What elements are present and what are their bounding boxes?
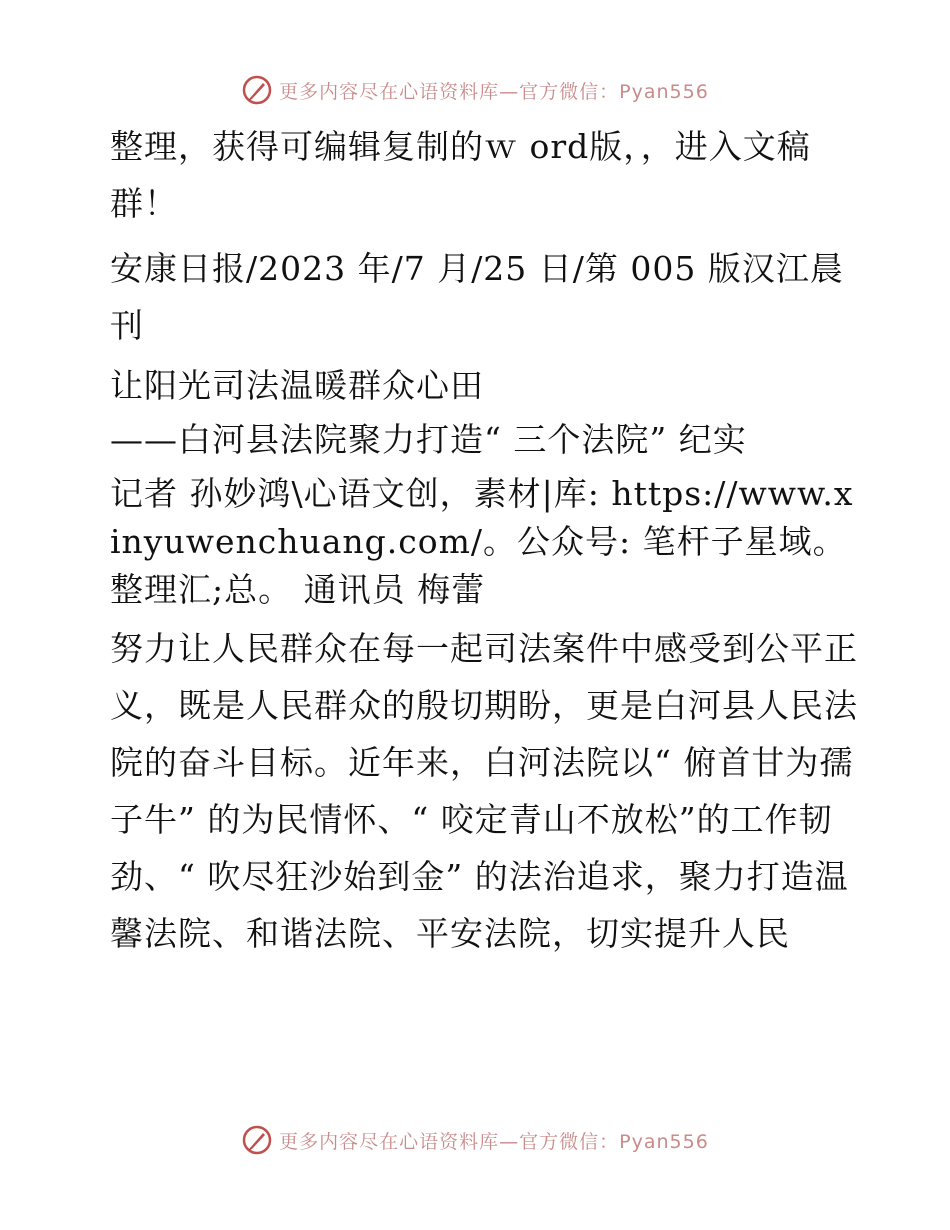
article-subtitle: ——白河县法院聚力打造“ 三个法院” 纪实 bbox=[110, 420, 747, 459]
article-title: 让阳光司法温暖群众心田 bbox=[110, 366, 484, 405]
source-line: 安康日报/2023 年/7 月/25 日/第 005 版汉江晨刊 bbox=[110, 249, 844, 345]
header-banner bbox=[0, 70, 950, 110]
footer-banner bbox=[0, 1120, 950, 1160]
document-body bbox=[98, 118, 858, 970]
quill-circle-icon bbox=[241, 1124, 273, 1156]
footer-banner-text: 更多内容尽在心语资料库—官方微信：Pyan556 bbox=[279, 1130, 709, 1153]
body-paragraph: 努力让人民群众在每一起司法案件中感受到公平正义，既是人民群众的殷切期盼，更是白河县人民法院的奋斗目标。近年来，白河法院以“ 俯首甘为孺子牛” 的为民情怀、“ 咬定青山不放松”的工作韧劲、“ 吹尽狂沙始到金” 的法治追求，聚力打造温馨法院、和谐法院、平安法院，切实提升人民 bbox=[110, 629, 858, 953]
intro-paragraph: 整理，获得可编辑复制的ｗ ord版，，进入文稿群！ bbox=[110, 127, 811, 223]
quill-circle-icon bbox=[241, 74, 273, 106]
byline: 记者 孙妙鸿\心语文创，素材|库: https://www.xinyuwenchuang.com/。公众号: 笔杆子星域。整理汇;总。 通讯员 梅蕾 bbox=[110, 474, 854, 609]
header-banner-text: 更多内容尽在心语资料库—官方微信：Pyan556 bbox=[279, 80, 709, 103]
footer-banner-inner bbox=[241, 1124, 709, 1156]
header-banner-inner bbox=[241, 74, 709, 106]
